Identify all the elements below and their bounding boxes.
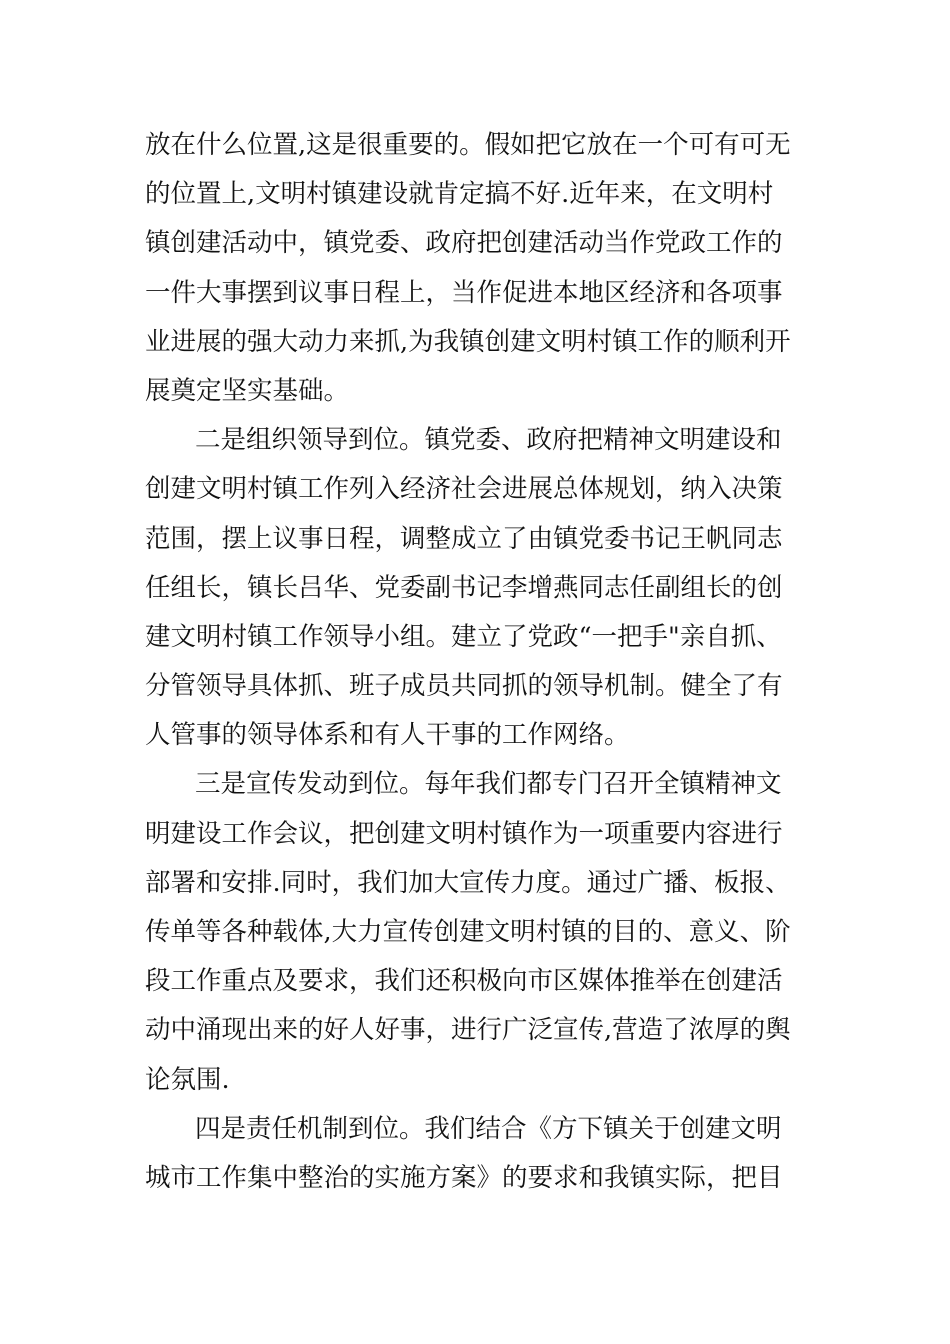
- text-line: 部署和安排.同时，我们加大宣传力度。通过广播、板报、: [145, 867, 791, 898]
- body-text: [145, 121, 810, 1203]
- text-line: 人管事的领导体系和有人干事的工作网络。: [145, 720, 630, 751]
- text-line: 明建设工作会议，把创建文明村镇作为一项重要内容进行: [145, 818, 783, 849]
- text-line: 任组长，镇长吕华、党委副书记李增燕同志任副组长的创: [145, 572, 783, 603]
- text-line: 传单等各种载体,大力宣传创建文明村镇的目的、意义、阶: [145, 917, 791, 947]
- text-line: 业进展的强大动力来抓,为我镇创建文明村镇工作的顺利开: [145, 326, 791, 357]
- text-line: 的位置上,文明村镇建设就肯定搞不好.近年来，在文明村: [145, 179, 774, 210]
- text-line: 放在什么位置,这是很重要的。假如把它放在一个可有可无: [145, 130, 791, 160]
- text-line: 范围，摆上议事日程，调整成立了由镇党委书记王帆同志: [145, 523, 783, 554]
- text-line: 镇创建活动中，镇党委、政府把创建活动当作党政工作的: [145, 228, 783, 259]
- text-line: 城市工作集中整治的实施方案》的要求和我镇实际，把目: [145, 1162, 783, 1193]
- text-line: 建文明村镇工作领导小组。建立了党政“一把手"亲自抓、: [145, 621, 782, 652]
- paragraph-start-line: 四是责任机制到位。我们结合《方下镇关于创建文明: [195, 1113, 782, 1144]
- text-line: 论氛围.: [145, 1064, 230, 1095]
- paragraph-start-line: 二是组织领导到位。镇党委、政府把精神文明建设和: [195, 425, 782, 456]
- text-line: 分管领导具体抓、班子成员共同抓的领导机制。健全了有: [145, 671, 783, 702]
- text-line: 段工作重点及要求，我们还积极向市区媒体推举在创建活: [145, 966, 783, 997]
- paragraph-start-line: 三是宣传发动到位。每年我们都专门召开全镇精神文: [195, 769, 782, 800]
- text-line: 创建文明村镇工作列入经济社会进展总体规划，纳入决策: [145, 474, 783, 505]
- text-line: 展奠定坚实基础。: [145, 375, 350, 406]
- text-line: 一件大事摆到议事日程上，当作促进本地区经济和各项事: [145, 277, 783, 308]
- text-line: 动中涌现出来的好人好事，进行广泛宣传,营造了浓厚的舆: [145, 1015, 791, 1046]
